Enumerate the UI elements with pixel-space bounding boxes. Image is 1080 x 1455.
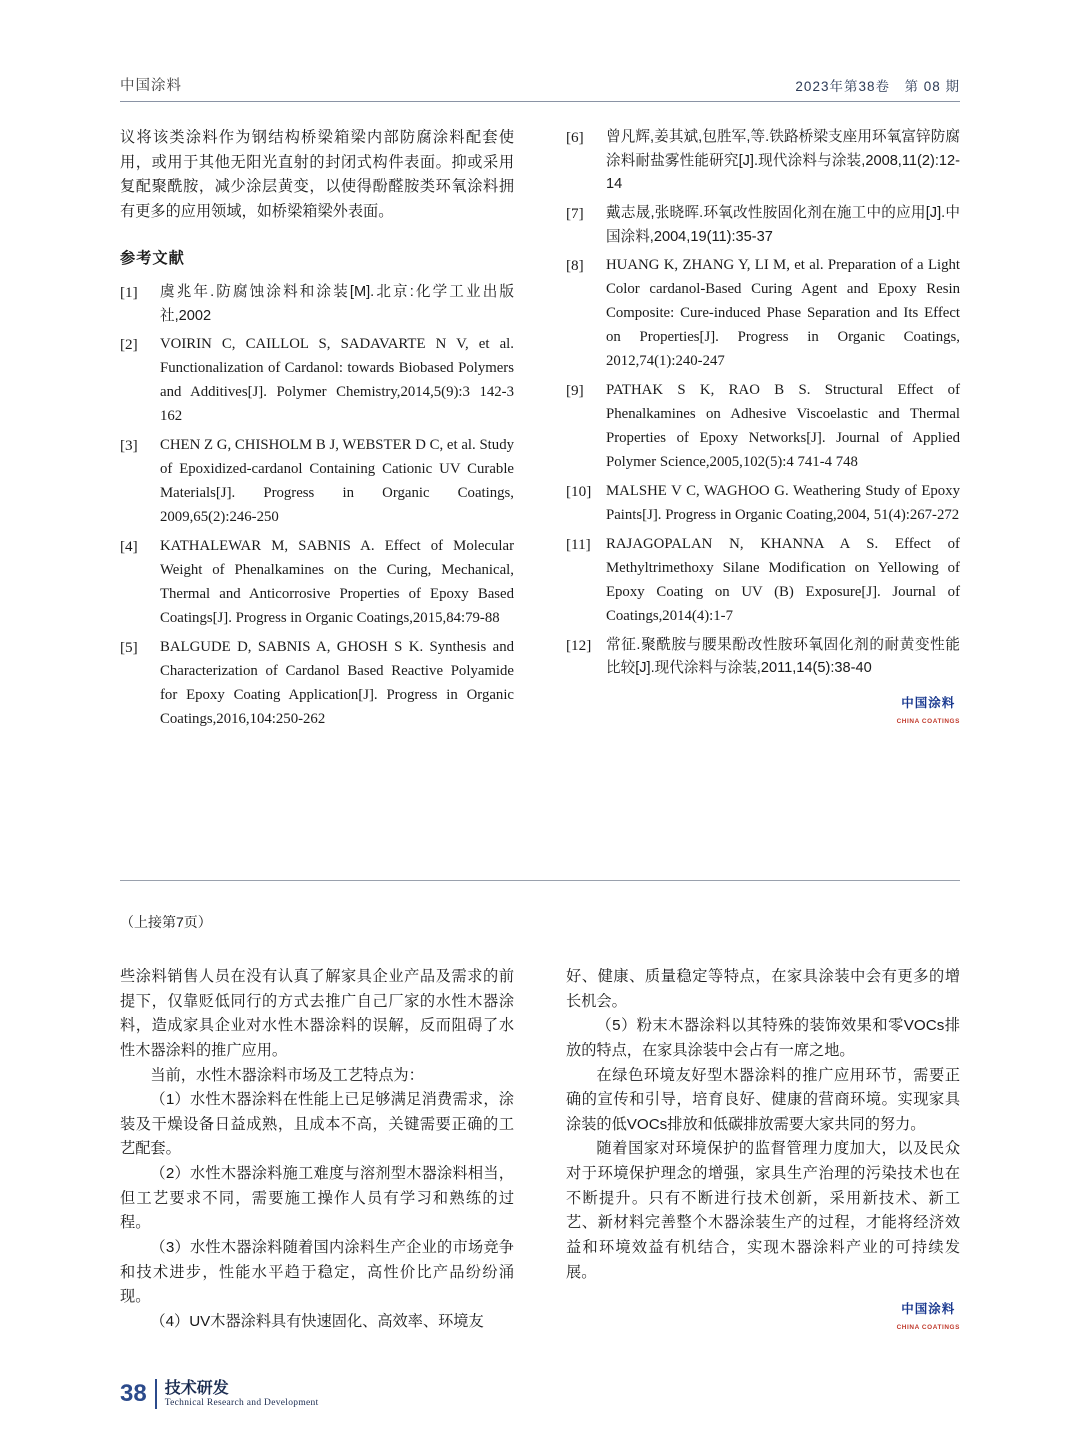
paragraph: 在绿色环境友好型木器涂料的推广应用环节，需要正确的宣传和引导，培育良好、健康的营商环境。实现家具涂装的低VOCs排放和低碳排放需要大家共同的努力。 bbox=[566, 1066, 960, 1133]
bottom-article-left-column bbox=[120, 965, 514, 1338]
reference-number: [12] bbox=[566, 636, 592, 654]
paragraph: （4）UV木器涂料具有快速固化、高效率、环境友 bbox=[150, 1312, 484, 1330]
logo-cn-text: 中国涂料 bbox=[901, 696, 956, 711]
reference-text: VOIRIN C, CAILLOL S, SADAVARTE N V, et al. Functionalization of Cardanol: towards Biobased Polymers and Additives[J]. Polymer Chemistry,2014,5(9):3 142-3 162 bbox=[160, 336, 514, 425]
paragraph: （2）水性木器涂料施工难度与溶剂型木器涂料相当，但工艺要求不同，需要施工操作人员有学习和熟练的过程。 bbox=[120, 1165, 514, 1232]
top-article-left-column bbox=[120, 126, 514, 737]
journal-name: 中国涂料 bbox=[120, 78, 182, 94]
reference-text: 虞兆年.防腐蚀涂料和涂装[M].北京:化学工业出版社,2002 bbox=[160, 284, 514, 324]
reference-number: [9] bbox=[566, 382, 584, 400]
logo-block bbox=[897, 1301, 960, 1333]
paragraph: 随着国家对环境保护的监督管理力度加大，以及民众对于环境保护理念的增强，家具生产治理的污染技术也在不断提升。只有不断进行技术创新，采用新技术、新工艺、新材料完善整个木器涂装生产的过程，才能将经济效益和环境效益有机结合，实现木器涂料产业的可持续发展。 bbox=[566, 1140, 960, 1281]
paragraph: 当前，水性木器涂料市场及工艺特点为： bbox=[150, 1066, 424, 1084]
reference-item bbox=[120, 434, 514, 530]
reference-text: CHEN Z G, CHISHOLM B J, WEBSTER D C, et al. Study of Epoxidized-cardanol Containing Cationic UV Curable Materials[J]. Progress in Organic Coatings, 2009,65(2):246-250 bbox=[160, 437, 514, 526]
reference-number: [7] bbox=[566, 204, 584, 222]
reference-text: KATHALEWAR M, SABNIS A. Effect of Molecular Weight of Phenalkamines on the Curing, Mechanical, Thermal and Anticorrosive Properties of Epoxy Based Coatings[J]. Progress in Organic Coatings,2015,84:79-88 bbox=[160, 538, 514, 627]
page-number: 38 bbox=[120, 1380, 147, 1407]
reference-text: RAJAGOPALAN N, KHANNA A S. Effect of Methyltrimethoxy Silane Modification on Yellowing of Epoxy Coating on UV (B) Exposure[J]. Journal of Coatings,2014(4):1-7 bbox=[606, 535, 960, 624]
reference-number: [8] bbox=[566, 257, 584, 275]
references-heading: 参考文献 bbox=[120, 249, 185, 267]
reference-text: 常征.聚酰胺与腰果酚改性胺环氧固化剂的耐黄变性能比较[J].现代涂料与涂装,2011,14(5):38-40 bbox=[606, 636, 960, 677]
reference-item bbox=[120, 333, 514, 429]
section-name-cn: 技术研发 bbox=[164, 1380, 229, 1398]
reference-number: [5] bbox=[120, 639, 138, 657]
paragraph: （1）水性木器涂料在性能上已足够满足消费需求，涂装及干燥设备日益成熟，且成本不高，关键需要正确的工艺配套。 bbox=[120, 1091, 514, 1158]
reference-text: 戴志晟,张晓晖.环氧改性胺固化剂在施工中的应用[J].中国涂料,2004,19(11):35-37 bbox=[606, 204, 960, 245]
logo-en-text: CHINA COATINGS bbox=[896, 1324, 960, 1332]
reference-number: [4] bbox=[120, 538, 138, 556]
reference-item bbox=[566, 634, 960, 681]
logo-cn-text: 中国涂料 bbox=[901, 1302, 956, 1317]
reference-item bbox=[566, 533, 960, 629]
logo-en-text: CHINA COATINGS bbox=[896, 717, 960, 725]
lead-paragraph: 议将该类涂料作为钢结构桥梁箱梁内部防腐涂料配套使用，或用于其他无阳光直射的封闭式构件表面。抑或采用复配聚酰胺，减少涂层黄变，以使得酚醛胺类环氧涂料拥有更多的应用领域，如桥梁箱梁外表面。 bbox=[120, 129, 514, 220]
reference-number: [6] bbox=[566, 129, 584, 146]
logo-block bbox=[897, 695, 960, 727]
footer-divider bbox=[155, 1379, 157, 1409]
reference-text: HUANG K, ZHANG Y, LI M, et al. Preparation of a Light Color cardanol-Based Curing Agent and Epoxy Resin Composite: Cure-induced Phase Separation and Its Effect on Properties[J]. Progress in Organic Coatings, 2012,74(1):240-247 bbox=[606, 257, 960, 370]
reference-item bbox=[120, 281, 514, 328]
continued-from-note: （上接第7页） bbox=[120, 914, 212, 930]
paragraph: （5）粉末木器涂料以其特殊的装饰效果和零VOCs排放的特点，在家具涂装中会占有一席之地。 bbox=[566, 1017, 960, 1059]
section-divider bbox=[120, 880, 960, 881]
top-article-right-column bbox=[566, 126, 960, 737]
top-article-columns bbox=[120, 126, 960, 737]
reference-item bbox=[566, 379, 960, 475]
reference-item bbox=[566, 126, 960, 197]
page-header bbox=[120, 74, 960, 102]
page-footer bbox=[120, 1379, 319, 1409]
reference-item bbox=[566, 254, 960, 374]
journal-logo-top bbox=[566, 695, 960, 732]
reference-text: 曾凡辉,姜其斌,包胜军,等.铁路桥梁支座用环氧富锌防腐涂料耐盐雾性能研究[J].现代涂料与涂装,2008,11(2):12-14 bbox=[606, 129, 960, 193]
reference-number: [1] bbox=[120, 284, 138, 302]
reference-number: [3] bbox=[120, 437, 138, 455]
reference-number: [2] bbox=[120, 336, 138, 354]
section-name-en: Technical Research and Development bbox=[164, 1397, 319, 1408]
reference-item bbox=[566, 202, 960, 249]
reference-item bbox=[120, 636, 514, 732]
bottom-article-right-column bbox=[566, 965, 960, 1338]
paragraph: 些涂料销售人员在没有认真了解家具企业产品及需求的前提下，仅靠贬低同行的方式去推广自己厂家的水性木器涂料，造成家具企业对水性木器涂料的误解，反而阻碍了水性木器涂料的推广应用。 bbox=[120, 968, 514, 1059]
reference-text: BALGUDE D, SABNIS A, GHOSH S K. Synthesis and Characterization of Cardanol Based Reactive Polyamide for Epoxy Coating Application[J]. Progress in Organic Coatings,2016,104:250-262 bbox=[160, 639, 514, 727]
reference-number: [10] bbox=[566, 482, 592, 500]
reference-number: [11] bbox=[566, 535, 591, 553]
issue-info: 2023年第38卷 第 08 期 bbox=[795, 79, 960, 94]
reference-item bbox=[120, 535, 514, 631]
paragraph: （3）水性木器涂料随着国内涂料生产企业的市场竞争和技术进步，性能水平趋于稳定，高性价比产品纷纷涌现。 bbox=[120, 1238, 514, 1306]
reference-item bbox=[566, 480, 960, 528]
paragraph: 好、健康、质量稳定等特点，在家具涂装中会有更多的增长机会。 bbox=[566, 968, 960, 1010]
reference-text: PATHAK S K, RAO B S. Structural Effect of Phenalkamines on Adhesive Viscoelastic and Thermal Properties of Epoxy Networks[J]. Journal of Applied Polymer Science,2005,102(5):4 741-4 748 bbox=[606, 382, 960, 470]
bottom-article-columns bbox=[120, 965, 960, 1338]
reference-text: MALSHE V C, WAGHOO G. Weathering Study of Epoxy Paints[J]. Progress in Organic Coating,2004, 51(4):267-272 bbox=[606, 482, 960, 523]
journal-logo-bottom bbox=[566, 1301, 960, 1338]
